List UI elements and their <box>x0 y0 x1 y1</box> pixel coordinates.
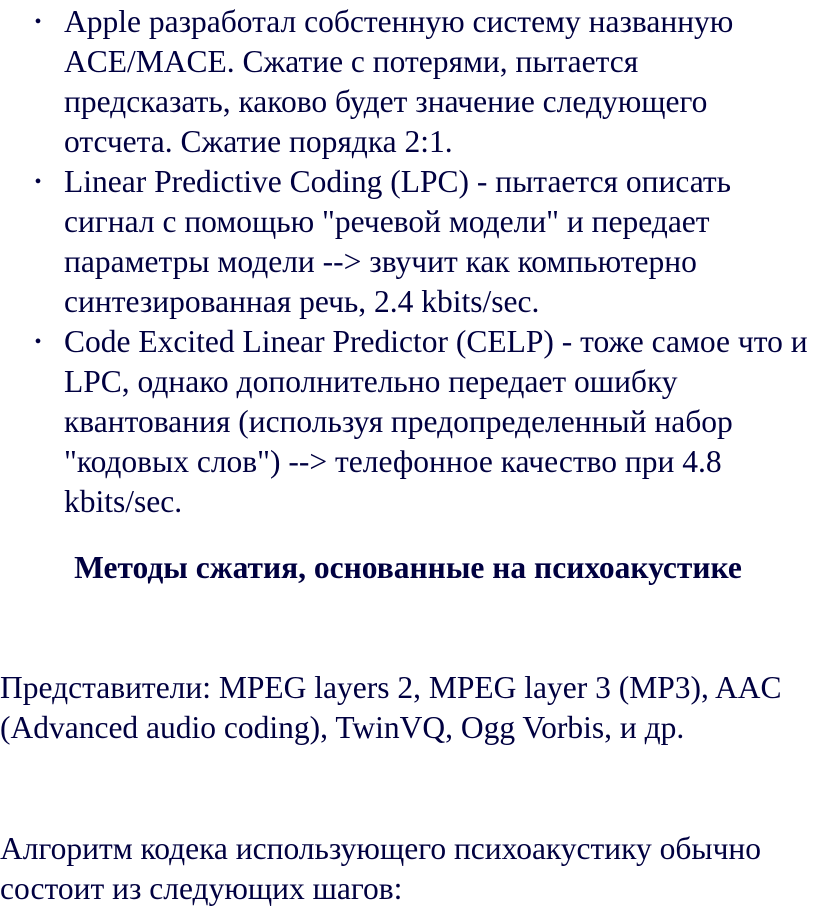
paragraph-representatives: Представители: MPEG layers 2, MPEG layer 3 (MP3), AAC (Advanced audio coding), TwinVQ, Ogg Vorbis, и др. <box>0 670 782 745</box>
list-item-celp <box>0 322 816 522</box>
list-item-ace-mace <box>0 2 816 162</box>
section-heading: Методы сжатия, основанные на психоакустике <box>74 550 742 585</box>
bullet-list <box>0 2 816 522</box>
bullet-icon: • <box>34 11 42 33</box>
bullet-icon: • <box>34 331 42 353</box>
list-item-text: Linear Predictive Coding (LPC) - пытается описать сигнал с помощью "речевой модели" и передает параметры модели --> звучит как компьютерно синтезированная речь, 2.4 kbits/sec. <box>64 164 732 319</box>
list-item-text: Code Excited Linear Predictor (CELP) - тоже самое что и LPC, однако дополнительно передает ошибку квантования (используя предопределенный набор "кодовых слов") --> телефонное качество при 4.8 kbits/sec. <box>64 324 808 519</box>
list-item-lpc <box>0 162 816 322</box>
bullet-icon: • <box>34 171 42 193</box>
list-item-text: Apple разработал собстенную систему названную ACE/MACE. Сжатие с потерями, пытается предсказать, каково будет значение следующего отсчета. Сжатие порядка 2:1. <box>64 4 734 159</box>
paragraph-algorithm: Алгоритм кодека использующего психоакустику обычно состоит из следующих шагов: <box>0 831 762 906</box>
